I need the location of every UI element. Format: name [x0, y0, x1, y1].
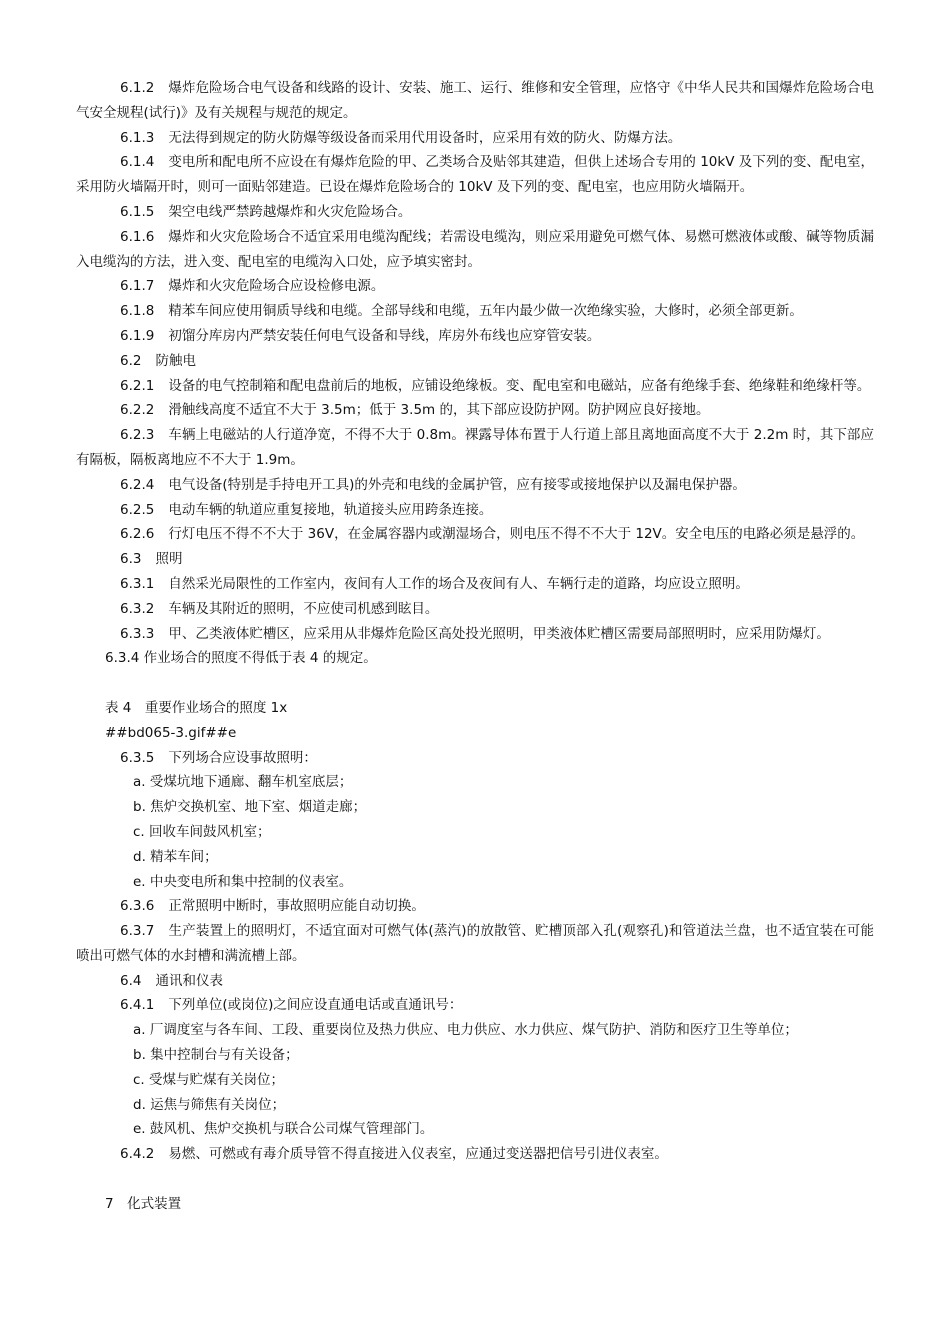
list-item — [76, 1093, 874, 1118]
clause-text: 下列单位(或岗位)之间应设直通电话或直通讯号： — [168, 997, 463, 1014]
clause-number: 6.1.9 — [120, 327, 155, 344]
list-item — [76, 795, 874, 820]
clause-text: 自然采光局限性的工作室内，夜间有人工作的场合及夜间有人、车辆行走的道路，均应设立照明。 — [168, 575, 749, 592]
clause-paragraph — [76, 423, 874, 473]
clause-paragraph — [76, 919, 874, 969]
clause-number: 6.2.4 — [120, 476, 155, 493]
clause-text: e. 鼓风机、焦炉交换机与联合公司煤气管理部门。 — [133, 1121, 434, 1138]
clause-number: 6.4.2 — [120, 1146, 155, 1163]
clause-paragraph — [76, 324, 874, 349]
list-item — [76, 870, 874, 895]
clause-text: b. 集中控制台与有关设备； — [133, 1047, 299, 1064]
clause-text: 爆炸和火灾危险场合不适宜采用电缆沟配线；若需设电缆沟，则应采用避免可燃气体、易燃可燃液体或酸、碱等物质漏入电缆沟的方法，进入变、配电室的电缆沟入口处，应予填实密封。 — [76, 228, 874, 270]
clause-text: 正常照明中断时，事故照明应能自动切换。 — [168, 898, 425, 915]
clause-text: 设备的电气控制箱和配电盘前后的地板，应铺设绝缘板。变、配电室和电磁站，应备有绝缘手套、绝缘鞋和绝缘杆等。 — [168, 377, 871, 394]
clause-number: 6.3.3 — [120, 625, 155, 642]
clause-text: ##bd065-3.gif##e — [105, 724, 237, 741]
clause-text: 变电所和配电所不应设在有爆炸危险的甲、乙类场合及贴邻其建造，但供上述场合专用的 10kV 及下列的变、配电室，采用防火墙隔开时，则可一面贴邻建造。已设在爆炸危险场合的 10kV 及下列的变、配电室，也应用防火墙隔开。 — [76, 154, 874, 196]
clause-paragraph — [76, 200, 874, 225]
clause-paragraph — [76, 473, 874, 498]
clause-text: 易燃、可燃或有毒介质导管不得直接进入仪表室，应通过变送器把信号引进仪表室。 — [168, 1146, 668, 1163]
clause-paragraph — [76, 622, 874, 647]
clause-text: 甲、乙类液体贮槽区，应采用从非爆炸危险区高处投光照明，甲类液体贮槽区需要局部照明时，应采用防爆灯。 — [168, 625, 830, 642]
clause-paragraph — [76, 225, 874, 275]
clause-number: 6.2 — [120, 352, 142, 369]
clause-number: 6.3.5 — [120, 749, 155, 766]
clause-paragraph — [76, 572, 874, 597]
clause-number: 6.2.1 — [120, 377, 155, 394]
clause-paragraph — [76, 969, 874, 994]
clause-paragraph — [76, 150, 874, 200]
clause-paragraph — [76, 398, 874, 423]
clause-paragraph — [76, 993, 874, 1018]
clause-text: 车辆上电磁站的人行道净宽，不得不大于 0.8m。裸露导体布置于人行道上部且离地面高度不大于 2.2m 时，其下部应有隔板，隔板离地应不不大于 1.9m。 — [76, 427, 874, 468]
clause-text: b. 焦炉交换机室、地下室、烟道走廊； — [133, 799, 367, 816]
clause-text: 6.3.4 作业场合的照度不得低于表 4 的规定。 — [105, 650, 377, 667]
clause-text: c. 受煤与贮煤有关岗位； — [133, 1071, 285, 1088]
clause-number: 6.2.6 — [120, 526, 155, 543]
clause-text: a. 受煤坑地下通廊、翻车机室底层； — [133, 774, 353, 791]
clause-number: 6.4 — [120, 972, 142, 989]
clause-text: 表 4 重要作业场合的照度 1x — [105, 699, 288, 716]
clause-text: 电动车辆的轨道应重复接地，轨道接头应用跨条连接。 — [168, 501, 493, 518]
clause-text: c. 回收车间鼓风机室； — [133, 823, 271, 840]
clause-text: 下列场合应设事故照明： — [168, 749, 317, 766]
clause-number: 6.1.8 — [120, 303, 155, 320]
clause-paragraph — [76, 498, 874, 523]
clause-text: 照明 — [155, 551, 183, 568]
clause-paragraph — [76, 76, 874, 126]
clause-paragraph — [76, 126, 874, 151]
clause-text: d. 运焦与筛焦有关岗位； — [133, 1096, 286, 1113]
clause-text: 爆炸和火灾危险场合应设检修电源。 — [168, 278, 385, 295]
list-item — [76, 1043, 874, 1068]
heading-line — [76, 1192, 874, 1217]
clause-paragraph — [76, 547, 874, 572]
clause-number: 6.1.7 — [120, 278, 155, 295]
list-item — [76, 845, 874, 870]
clause-text: 滑触线高度不适宜不大于 3.5m；低于 3.5m 的，其下部应设防护网。防护网应良好接地。 — [168, 402, 710, 419]
clause-paragraph — [76, 646, 874, 671]
clause-paragraph — [76, 349, 874, 374]
list-item — [76, 770, 874, 795]
clause-number: 6.3.7 — [120, 923, 155, 940]
heading-line — [76, 696, 874, 721]
clause-paragraph — [76, 299, 874, 324]
clause-paragraph — [76, 522, 874, 547]
clause-number: 6.1.4 — [120, 154, 155, 171]
list-item — [76, 1068, 874, 1093]
clause-text: 电气设备(特别是手持电开工具)的外壳和电线的金属护管，应有接零或接地保护以及漏电保护器。 — [168, 476, 746, 493]
clause-paragraph — [76, 274, 874, 299]
clause-text: 无法得到规定的防火防爆等级设备而采用代用设备时，应采用有效的防火、防爆方法。 — [168, 129, 682, 146]
clause-text: e. 中央变电所和集中控制的仪表室。 — [133, 873, 353, 890]
clause-number: 6.3.2 — [120, 600, 155, 617]
clause-text: 通讯和仪表 — [155, 972, 223, 989]
clause-text: 车辆及其附近的照明，不应使司机感到眩目。 — [168, 600, 439, 617]
clause-number: 6.1.3 — [120, 129, 155, 146]
clause-text: 精苯车间应使用铜质导线和电缆。全部导线和电缆，五年内最少做一次绝缘实验，大修时，必须全部更新。 — [168, 303, 803, 320]
clause-number: 6.2.5 — [120, 501, 155, 518]
clause-paragraph — [76, 1142, 874, 1167]
clause-text: a. 厂调度室与各车间、工段、重要岗位及热力供应、电力供应、水力供应、煤气防护、消防和医疗卫生等单位； — [133, 1022, 798, 1039]
clause-number: 6.3 — [120, 551, 142, 568]
clause-number: 6.3.6 — [120, 898, 155, 915]
clause-text: 爆炸危险场合电气设备和线路的设计、安装、施工、运行、维修和安全管理，应恪守《中华人民共和国爆炸危险场合电气安全规程(试行)》及有关规程与规范的规定。 — [76, 80, 874, 121]
heading-line — [76, 721, 874, 746]
document-body — [76, 76, 874, 1217]
clause-paragraph — [76, 374, 874, 399]
clause-text: 防触电 — [155, 352, 196, 369]
clause-text: 7 化式装置 — [105, 1195, 182, 1212]
clause-number: 6.1.6 — [120, 228, 155, 245]
clause-number: 6.3.1 — [120, 575, 155, 592]
clause-number: 6.4.1 — [120, 997, 155, 1014]
blank-line — [76, 671, 874, 696]
clause-paragraph — [76, 746, 874, 771]
clause-paragraph — [76, 597, 874, 622]
clause-text: 生产装置上的照明灯，不适宜面对可燃气体(蒸汽)的放散管、贮槽顶部入孔(观察孔)和管道法兰盘，也不适宜装在可能喷出可燃气体的水封槽和满流槽上部。 — [76, 923, 874, 964]
clause-text: 架空电线严禁跨越爆炸和火灾危险场合。 — [168, 203, 412, 220]
clause-number: 6.2.3 — [120, 427, 155, 444]
clause-number: 6.1.5 — [120, 203, 155, 220]
clause-number: 6.2.2 — [120, 402, 155, 419]
blank-line — [76, 1167, 874, 1192]
list-item — [76, 1018, 874, 1043]
list-item — [76, 1117, 874, 1142]
clause-text: 初馏分库房内严禁安装任何电气设备和导线，库房外布线也应穿管安装。 — [168, 327, 601, 344]
list-item — [76, 820, 874, 845]
clause-number: 6.1.2 — [120, 80, 155, 96]
clause-paragraph — [76, 894, 874, 919]
clause-text: d. 精苯车间； — [133, 848, 218, 865]
clause-text: 行灯电压不得不不大于 36V，在金属容器内或潮湿场合，则电压不得不不大于 12V。安全电压的电路必须是悬浮的。 — [168, 526, 865, 543]
